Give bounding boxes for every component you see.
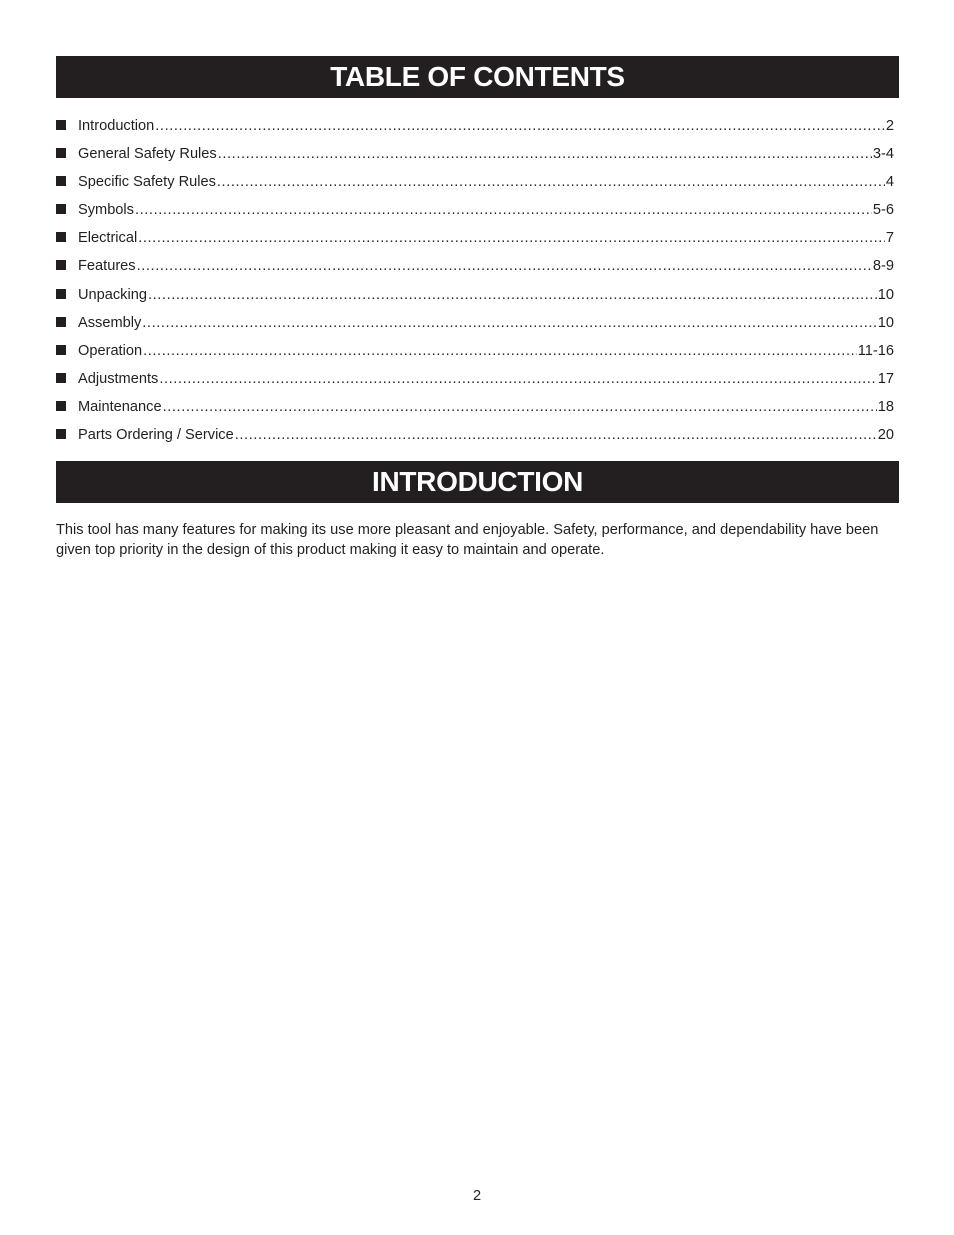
toc-item[interactable] [56, 224, 894, 252]
toc-heading-banner [56, 56, 899, 98]
dot-leader [235, 421, 877, 449]
square-bullet-icon [56, 260, 66, 270]
introduction-heading-banner [56, 461, 899, 503]
square-bullet-icon [56, 373, 66, 383]
dot-leader [155, 112, 885, 140]
dot-leader [138, 224, 885, 252]
toc-item-label: General Safety Rules [78, 146, 217, 163]
toc-item-label: Operation [78, 342, 143, 359]
toc-item-label: Unpacking [78, 286, 147, 303]
square-bullet-icon [56, 401, 66, 411]
toc-item-page: 2 [885, 118, 894, 134]
toc-item-page: 11-16 [857, 342, 894, 359]
dot-leader [217, 168, 885, 196]
toc-item-page: 8-9 [872, 258, 894, 275]
dot-leader [143, 337, 857, 365]
toc-item[interactable] [56, 168, 894, 196]
square-bullet-icon [56, 148, 66, 158]
toc-item[interactable] [56, 309, 894, 337]
square-bullet-icon [56, 429, 66, 439]
toc-item-page: 10 [877, 286, 894, 303]
toc-item-page: 18 [877, 398, 894, 415]
toc-item[interactable] [56, 112, 894, 140]
toc-item-label: Parts Ordering / Service [78, 427, 234, 444]
toc-item[interactable] [56, 365, 894, 393]
introduction-body: This tool has many features for making its use more pleasant and enjoyable. Safety, performance, and dependability have been given top priority in the design of this product making it easy to maintain and operate. [56, 522, 879, 558]
toc-item-page: 17 [877, 370, 894, 387]
dot-leader [148, 281, 877, 309]
toc-item[interactable] [56, 140, 894, 168]
dot-leader [159, 365, 876, 393]
toc-item[interactable] [56, 421, 894, 449]
toc-item-label: Introduction [78, 118, 155, 134]
dot-leader [142, 309, 877, 337]
toc-item-label: Assembly [78, 314, 142, 331]
toc-item-page: 10 [877, 314, 894, 331]
square-bullet-icon [56, 289, 66, 299]
square-bullet-icon [56, 120, 66, 130]
toc-list [56, 112, 894, 449]
toc-heading: TABLE OF CONTENTS [330, 61, 625, 92]
page-number: 2 [472, 1188, 482, 1204]
dot-leader [135, 196, 872, 224]
square-bullet-icon [56, 232, 66, 242]
toc-item-page: 3-4 [872, 146, 894, 163]
toc-item-label: Symbols [78, 202, 134, 219]
toc-item[interactable] [56, 252, 894, 280]
square-bullet-icon [56, 345, 66, 355]
toc-item-label: Maintenance [78, 398, 162, 415]
toc-item-label: Features [78, 258, 136, 275]
square-bullet-icon [56, 204, 66, 214]
toc-item-label: Electrical [78, 230, 138, 247]
toc-item-page: 20 [877, 427, 894, 444]
toc-item[interactable] [56, 281, 894, 309]
square-bullet-icon [56, 176, 66, 186]
dot-leader [137, 252, 872, 280]
introduction-heading: INTRODUCTION [371, 466, 584, 497]
toc-item[interactable] [56, 337, 894, 365]
dot-leader [163, 393, 877, 421]
toc-item-label: Adjustments [78, 370, 159, 387]
square-bullet-icon [56, 317, 66, 327]
toc-item[interactable] [56, 196, 894, 224]
toc-item-page: 7 [885, 230, 894, 247]
toc-item-label: Specific Safety Rules [78, 174, 216, 191]
dot-leader [218, 140, 872, 168]
toc-item-page: 5-6 [872, 202, 894, 219]
toc-item[interactable] [56, 393, 894, 421]
toc-item-page: 4 [885, 174, 894, 191]
